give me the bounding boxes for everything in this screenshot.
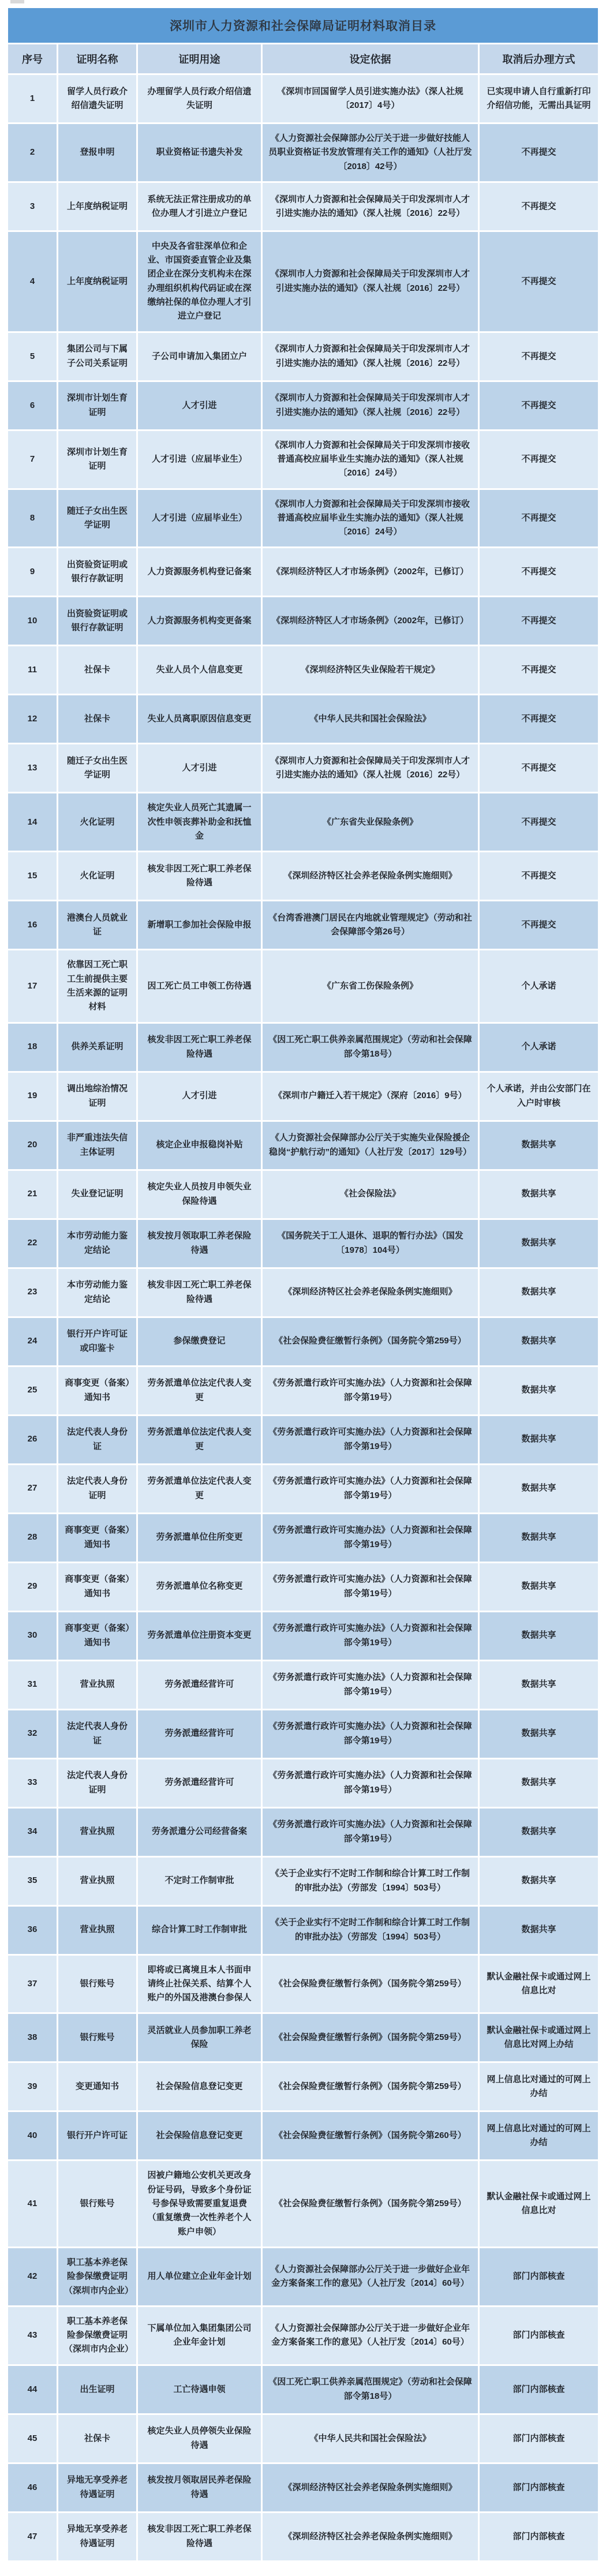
cell-handling-method: 部门内部核查 xyxy=(478,2248,598,2305)
table-row xyxy=(8,490,598,547)
table-row xyxy=(8,382,598,429)
cell-legal-basis: 《劳务派遣行政许可实施办法》（人力资源和社会保障部令第19号） xyxy=(261,1416,478,1463)
cell-certificate-purpose: 劳务派遣单位法定代表人变更 xyxy=(136,1367,261,1414)
cell-certificate-purpose: 劳务派遣经营许可 xyxy=(136,1759,261,1807)
cell-certificate-purpose: 核发非因工死亡职工养老保险待遇 xyxy=(136,1269,261,1316)
table-row xyxy=(8,1563,598,1611)
table-row xyxy=(8,1661,598,1709)
cell-certificate-name: 社保卡 xyxy=(57,695,136,743)
cell-legal-basis: 《国务院关于工人退休、退职的暂行办法》（国发〔1978〕104号） xyxy=(261,1220,478,1267)
table-row xyxy=(8,744,598,792)
cell-handling-method: 数据共享 xyxy=(478,1514,598,1562)
cell-handling-method: 数据共享 xyxy=(478,1416,598,1463)
cell-certificate-name: 供养关系证明 xyxy=(57,1024,136,1071)
cell-certificate-purpose: 中央及各省驻深单位和企业、市国资委直管企业及集团企业在深分支机构未在深办理组织机构代码证或在深缴纳社保的单位办理人才引进立户登记 xyxy=(136,232,261,331)
cell-legal-basis: 《中华人民共和国社会保险法》 xyxy=(261,2415,478,2462)
cell-serial-number: 18 xyxy=(8,1024,57,1071)
cell-serial-number: 33 xyxy=(8,1759,57,1807)
cell-handling-method: 数据共享 xyxy=(478,1220,598,1267)
cell-handling-method: 不再提交 xyxy=(478,490,598,547)
cell-serial-number: 2 xyxy=(8,124,57,181)
table-row xyxy=(8,852,598,900)
cell-certificate-name: 火化证明 xyxy=(57,793,136,851)
cell-serial-number: 46 xyxy=(8,2464,57,2511)
cell-serial-number: 10 xyxy=(8,597,57,645)
cell-handling-method: 已实现申请人自行重新打印介绍信功能，无需出具证明 xyxy=(478,75,598,122)
table-row xyxy=(8,2063,598,2110)
table-row xyxy=(8,597,598,645)
cell-serial-number: 29 xyxy=(8,1563,57,1611)
cell-serial-number: 8 xyxy=(8,490,57,547)
table-row xyxy=(8,901,598,949)
table-row xyxy=(8,1858,598,1905)
cell-certificate-purpose: 用人单位建立企业年金计划 xyxy=(136,2248,261,2305)
table-row xyxy=(8,1907,598,1954)
cell-certificate-name: 火化证明 xyxy=(57,852,136,900)
cell-legal-basis: 《劳务派遣行政许可实施办法》（人力资源和社会保障部令第19号） xyxy=(261,1612,478,1660)
cell-certificate-purpose: 劳务派遣单位法定代表人变更 xyxy=(136,1465,261,1512)
cell-certificate-name: 出资验资证明或银行存款证明 xyxy=(57,597,136,645)
cell-legal-basis: 《社会保险费征缴暂行条例》（国务院令第259号） xyxy=(261,2161,478,2246)
cell-serial-number: 24 xyxy=(8,1318,57,1365)
cell-certificate-purpose: 工亡待遇申领 xyxy=(136,2366,261,2413)
cell-handling-method: 不再提交 xyxy=(478,548,598,596)
table-row xyxy=(8,1171,598,1218)
cell-legal-basis: 《因工死亡职工供养亲属范围规定》（劳动和社会保障部令第18号） xyxy=(261,1024,478,1071)
cell-certificate-purpose: 人才引进 xyxy=(136,744,261,792)
cell-handling-method: 部门内部核查 xyxy=(478,2415,598,2462)
cell-legal-basis: 《人力资源社会保障部办公厅关于进一步做好技能人员职业资格证书发放管理有关工作的通知》（人社厅发〔2018〕42号） xyxy=(261,124,478,181)
cell-certificate-purpose: 核定失业人员死亡其遗属一次性申领丧葬补助金和抚恤金 xyxy=(136,793,261,851)
cell-certificate-name: 本市劳动能力鉴定结论 xyxy=(57,1220,136,1267)
cell-certificate-name: 随迁子女出生医学证明 xyxy=(57,490,136,547)
table-row xyxy=(8,2513,598,2560)
cell-legal-basis: 《深圳市人力资源和社会保障局关于印发深圳市人才引进实施办法的通知》（深人社规〔2016〕22号） xyxy=(261,183,478,230)
column-header-certificate-name: 证明名称 xyxy=(57,44,136,73)
table-row xyxy=(8,1122,598,1169)
cell-certificate-purpose: 社会保险信息登记变更 xyxy=(136,2063,261,2110)
cell-serial-number: 25 xyxy=(8,1367,57,1414)
cell-certificate-name: 异地无享受养老待遇证明 xyxy=(57,2513,136,2560)
cell-certificate-purpose: 核发按月领取职工养老保险待遇 xyxy=(136,1220,261,1267)
cancellation-table xyxy=(8,43,598,2562)
cell-certificate-name: 营业执照 xyxy=(57,1661,136,1709)
cell-certificate-purpose: 劳务派遣分公司经营备案 xyxy=(136,1809,261,1856)
cell-handling-method: 数据共享 xyxy=(478,1465,598,1512)
table-row xyxy=(8,1956,598,2013)
cell-serial-number: 15 xyxy=(8,852,57,900)
cell-certificate-purpose: 劳务派遣单位法定代表人变更 xyxy=(136,1416,261,1463)
table-row xyxy=(8,2366,598,2413)
cell-handling-method: 不再提交 xyxy=(478,183,598,230)
cell-handling-method: 个人承诺 xyxy=(478,950,598,1021)
table-row xyxy=(8,1612,598,1660)
cell-legal-basis: 《社会保险费征缴暂行条例》（国务院令第259号） xyxy=(261,1956,478,2013)
table-row xyxy=(8,1073,598,1120)
cell-certificate-purpose: 核发按月领取居民养老保险待遇 xyxy=(136,2464,261,2511)
cell-legal-basis: 《劳务派遣行政许可实施办法》（人力资源和社会保障部令第19号） xyxy=(261,1367,478,1414)
cell-serial-number: 31 xyxy=(8,1661,57,1709)
cell-legal-basis: 《劳务派遣行政许可实施办法》（人力资源和社会保障部令第19号） xyxy=(261,1710,478,1758)
document-title: 深圳市人力资源和社会保障局证明材料取消目录 xyxy=(8,8,598,43)
table-row xyxy=(8,2112,598,2159)
cell-certificate-purpose: 劳务派遣经营许可 xyxy=(136,1661,261,1709)
table-row xyxy=(8,232,598,331)
cell-legal-basis: 《关于企业实行不定时工作制和综合计算工时工作制的审批办法》（劳部发〔1994〕503号） xyxy=(261,1858,478,1905)
cell-serial-number: 7 xyxy=(8,431,57,488)
cell-certificate-name: 商事变更（备案）通知书 xyxy=(57,1514,136,1562)
cell-certificate-name: 上年度纳税证明 xyxy=(57,183,136,230)
cell-certificate-purpose: 社会保险信息登记变更 xyxy=(136,2112,261,2159)
cell-legal-basis: 《深圳市人力资源和社会保障局关于印发深圳市接收普通高校应届毕业生实施办法的通知》（深人社规〔2016〕24号） xyxy=(261,431,478,488)
cell-certificate-purpose: 不定时工作制审批 xyxy=(136,1858,261,1905)
cell-handling-method: 数据共享 xyxy=(478,1809,598,1856)
cell-certificate-name: 职工基本养老保险参保缴费证明（深圳市内企业） xyxy=(57,2307,136,2364)
cell-serial-number: 14 xyxy=(8,793,57,851)
table-row xyxy=(8,2014,598,2061)
cell-legal-basis: 《深圳市人力资源和社会保障局关于印发深圳市人才引进实施办法的通知》（深人社规〔2016〕22号） xyxy=(261,232,478,331)
cell-legal-basis: 《人力资源社会保障部办公厅关于进一步做好企业年金方案备案工作的意见》（人社厅发〔2014〕60号） xyxy=(261,2307,478,2364)
cell-certificate-name: 社保卡 xyxy=(57,646,136,694)
cell-handling-method: 数据共享 xyxy=(478,1563,598,1611)
cell-certificate-purpose: 人才引进（应届毕业生） xyxy=(136,431,261,488)
cell-serial-number: 39 xyxy=(8,2063,57,2110)
cell-certificate-name: 法定代表人身份证 xyxy=(57,1416,136,1463)
table-header-row xyxy=(8,44,598,73)
cell-legal-basis: 《深圳市人力资源和社会保障局关于印发深圳市接收普通高校应届毕业生实施办法的通知》（深人社规〔2016〕24号） xyxy=(261,490,478,547)
cell-certificate-name: 本市劳动能力鉴定结论 xyxy=(57,1269,136,1316)
cell-certificate-purpose: 人才引进 xyxy=(136,1073,261,1120)
cell-handling-method: 数据共享 xyxy=(478,1710,598,1758)
cell-legal-basis: 《深圳经济特区社会养老保险条例实施细则》 xyxy=(261,2464,478,2511)
cell-legal-basis: 《社会保险费征缴暂行条例》（国务院令第259号） xyxy=(261,1318,478,1365)
cell-legal-basis: 《社会保险费征缴暂行条例》（国务院令第259号） xyxy=(261,2063,478,2110)
cell-handling-method: 个人承诺，并由公安部门在入户时审核 xyxy=(478,1073,598,1120)
cell-legal-basis: 《中华人民共和国社会保险法》 xyxy=(261,695,478,743)
table-row xyxy=(8,1465,598,1512)
cell-serial-number: 22 xyxy=(8,1220,57,1267)
cell-legal-basis: 《深圳市户籍迁入若干规定》（深府〔2016〕9号） xyxy=(261,1073,478,1120)
cell-legal-basis: 《社会保险费征缴暂行条例》（国务院令第260号） xyxy=(261,2112,478,2159)
cell-certificate-purpose: 因被户籍地公安机关更改身份证号码，导致多个身份证号参保导致需要重复退费（重复缴费一次性养老个人账户申领） xyxy=(136,2161,261,2246)
cell-certificate-purpose: 核定失业人员按月申领失业保险待遇 xyxy=(136,1171,261,1218)
cell-certificate-name: 出生证明 xyxy=(57,2366,136,2413)
cell-certificate-name: 商事变更（备案）通知书 xyxy=(57,1563,136,1611)
cell-certificate-purpose: 系统无法正常注册成功的单位办理人才引进立户登记 xyxy=(136,183,261,230)
cell-handling-method: 不再提交 xyxy=(478,382,598,429)
table-row xyxy=(8,183,598,230)
cell-certificate-name: 社保卡 xyxy=(57,2415,136,2462)
table-row xyxy=(8,1759,598,1807)
cell-certificate-purpose: 劳务派遣单位名称变更 xyxy=(136,1563,261,1611)
page-corner-mark xyxy=(10,0,24,3)
cell-certificate-purpose: 劳务派遣单位住所变更 xyxy=(136,1514,261,1562)
cell-handling-method: 默认金融社保卡或通过网上信息比对 xyxy=(478,2161,598,2246)
cell-certificate-name: 法定代表人身份证明 xyxy=(57,1465,136,1512)
column-header-handling-method: 取消后办理方式 xyxy=(478,44,598,73)
cell-serial-number: 6 xyxy=(8,382,57,429)
cell-handling-method: 不再提交 xyxy=(478,646,598,694)
cell-handling-method: 数据共享 xyxy=(478,1367,598,1414)
cell-certificate-purpose: 综合计算工时工作制审批 xyxy=(136,1907,261,1954)
cell-serial-number: 21 xyxy=(8,1171,57,1218)
cell-handling-method: 部门内部核查 xyxy=(478,2464,598,2511)
cell-serial-number: 1 xyxy=(8,75,57,122)
column-header-no: 序号 xyxy=(8,44,57,73)
cell-certificate-purpose: 核定失业人员停领失业保险待遇 xyxy=(136,2415,261,2462)
cell-handling-method: 数据共享 xyxy=(478,1171,598,1218)
table-row xyxy=(8,124,598,181)
cell-legal-basis: 《深圳经济特区人才市场条例》（2002年，已修订） xyxy=(261,548,478,596)
cell-legal-basis: 《劳务派遣行政许可实施办法》（人力资源和社会保障部令第19号） xyxy=(261,1514,478,1562)
cell-certificate-name: 深圳市计划生育证明 xyxy=(57,382,136,429)
cell-certificate-name: 营业执照 xyxy=(57,1809,136,1856)
cell-certificate-name: 异地无享受养老待遇证明 xyxy=(57,2464,136,2511)
cell-legal-basis: 《因工死亡职工供养亲属范围规定》（劳动和社会保障部令第18号） xyxy=(261,2366,478,2413)
cancellation-directory-document xyxy=(8,0,598,2562)
cell-handling-method: 默认金融社保卡或通过网上信息比对网上办结 xyxy=(478,2014,598,2061)
cell-serial-number: 23 xyxy=(8,1269,57,1316)
cell-serial-number: 9 xyxy=(8,548,57,596)
cell-handling-method: 数据共享 xyxy=(478,1759,598,1807)
cell-legal-basis: 《深圳市人力资源和社会保障局关于印发深圳市人才引进实施办法的通知》（深人社规〔2016〕22号） xyxy=(261,744,478,792)
cell-certificate-name: 银行账号 xyxy=(57,2014,136,2061)
cell-legal-basis: 《社会保险法》 xyxy=(261,1171,478,1218)
table-row xyxy=(8,431,598,488)
cell-serial-number: 20 xyxy=(8,1122,57,1169)
cell-serial-number: 5 xyxy=(8,333,57,380)
cell-certificate-name: 法定代表人身份证明 xyxy=(57,1759,136,1807)
cell-legal-basis: 《深圳市人力资源和社会保障局关于印发深圳市人才引进实施办法的通知》（深人社规〔2016〕22号） xyxy=(261,382,478,429)
cell-certificate-purpose: 核发非因工死亡职工养老保险待遇 xyxy=(136,2513,261,2560)
cell-legal-basis: 《深圳市人力资源和社会保障局关于印发深圳市人才引进实施办法的通知》（深人社规〔2016〕22号） xyxy=(261,333,478,380)
cell-certificate-purpose: 人力资源服务机构变更备案 xyxy=(136,597,261,645)
cell-handling-method: 不再提交 xyxy=(478,124,598,181)
cell-certificate-purpose: 核定企业申报稳岗补贴 xyxy=(136,1122,261,1169)
cell-certificate-purpose: 下属单位加入集团集团公司企业年金计划 xyxy=(136,2307,261,2364)
cell-certificate-name: 职工基本养老保险参保缴费证明（深圳市内企业） xyxy=(57,2248,136,2305)
cell-certificate-purpose: 劳务派遣经营许可 xyxy=(136,1710,261,1758)
cell-legal-basis: 《深圳经济特区人才市场条例》（2002年，已修订） xyxy=(261,597,478,645)
table-row xyxy=(8,950,598,1021)
cell-certificate-purpose: 人力资源服务机构登记备案 xyxy=(136,548,261,596)
table-row xyxy=(8,1710,598,1758)
cell-serial-number: 11 xyxy=(8,646,57,694)
cell-handling-method: 部门内部核查 xyxy=(478,2307,598,2364)
cell-certificate-name: 依靠因工死亡职工生前提供主要生活来源的证明材料 xyxy=(57,950,136,1021)
cell-legal-basis: 《人力资源社会保障部办公厅关于实施失业保险援企稳岗“护航行动”的通知》（人社厅发〔2017〕129号） xyxy=(261,1122,478,1169)
cell-handling-method: 网上信息比对通过的可网上办结 xyxy=(478,2063,598,2110)
cell-handling-method: 数据共享 xyxy=(478,1858,598,1905)
table-row xyxy=(8,548,598,596)
cell-serial-number: 47 xyxy=(8,2513,57,2560)
table-row xyxy=(8,1318,598,1365)
cell-certificate-purpose: 人才引进（应届毕业生） xyxy=(136,490,261,547)
cell-certificate-name: 法定代表人身份证 xyxy=(57,1710,136,1758)
cell-serial-number: 38 xyxy=(8,2014,57,2061)
cell-certificate-purpose: 核发非因工死亡职工养老保险待遇 xyxy=(136,1024,261,1071)
cell-legal-basis: 《劳务派遣行政许可实施办法》（人力资源和社会保障部令第19号） xyxy=(261,1563,478,1611)
cell-certificate-name: 调出地综治情况证明 xyxy=(57,1073,136,1120)
cell-legal-basis: 《台湾香港澳门居民在内地就业管理规定》（劳动和社会保障部令第26号） xyxy=(261,901,478,949)
cell-certificate-name: 集团公司与下属子公司关系证明 xyxy=(57,333,136,380)
table-body xyxy=(8,75,598,2560)
cell-certificate-purpose: 新增职工参加社会保险申报 xyxy=(136,901,261,949)
table-row xyxy=(8,1514,598,1562)
cell-certificate-name: 营业执照 xyxy=(57,1858,136,1905)
table-row xyxy=(8,646,598,694)
cell-legal-basis: 《关于企业实行不定时工作制和综合计算工时工作制的审批办法》（劳部发〔1994〕503号） xyxy=(261,1907,478,1954)
cell-legal-basis: 《广东省失业保险条例》 xyxy=(261,793,478,851)
cell-handling-method: 数据共享 xyxy=(478,1122,598,1169)
cell-serial-number: 4 xyxy=(8,232,57,331)
cell-handling-method: 不再提交 xyxy=(478,852,598,900)
cell-legal-basis: 《人力资源社会保障部办公厅关于进一步做好企业年金方案备案工作的意见》（人社厅发〔2014〕60号） xyxy=(261,2248,478,2305)
cell-serial-number: 43 xyxy=(8,2307,57,2364)
table-row xyxy=(8,2248,598,2305)
cell-certificate-name: 银行账号 xyxy=(57,1956,136,2013)
cell-handling-method: 个人承诺 xyxy=(478,1024,598,1071)
cell-certificate-purpose: 即将或已离境且本人书面申请终止社保关系、结算个人账户的外国及港澳台参保人 xyxy=(136,1956,261,2013)
cell-certificate-purpose: 因工死亡员工申领工伤待遇 xyxy=(136,950,261,1021)
table-row xyxy=(8,1416,598,1463)
cell-legal-basis: 《深圳经济特区社会养老保险条例实施细则》 xyxy=(261,2513,478,2560)
cell-legal-basis: 《劳务派遣行政许可实施办法》（人力资源和社会保障部令第19号） xyxy=(261,1661,478,1709)
cell-serial-number: 42 xyxy=(8,2248,57,2305)
cell-serial-number: 19 xyxy=(8,1073,57,1120)
cell-serial-number: 3 xyxy=(8,183,57,230)
cell-serial-number: 30 xyxy=(8,1612,57,1660)
cell-legal-basis: 《劳务派遣行政许可实施办法》（人力资源和社会保障部令第19号） xyxy=(261,1465,478,1512)
cell-serial-number: 17 xyxy=(8,950,57,1021)
cell-handling-method: 不再提交 xyxy=(478,431,598,488)
cell-serial-number: 37 xyxy=(8,1956,57,2013)
table-row xyxy=(8,1809,598,1856)
table-row xyxy=(8,1269,598,1316)
table-row xyxy=(8,2464,598,2511)
cell-certificate-purpose: 失业人员离职原因信息变更 xyxy=(136,695,261,743)
column-header-certificate-purpose: 证明用途 xyxy=(136,44,261,73)
cell-handling-method: 不再提交 xyxy=(478,793,598,851)
cell-legal-basis: 《劳务派遣行政许可实施办法》（人力资源和社会保障部令第19号） xyxy=(261,1809,478,1856)
cell-certificate-purpose: 核发非因工死亡职工养老保险待遇 xyxy=(136,852,261,900)
cell-certificate-name: 出资验资证明或银行存款证明 xyxy=(57,548,136,596)
table-row xyxy=(8,793,598,851)
cell-handling-method: 不再提交 xyxy=(478,744,598,792)
cell-serial-number: 41 xyxy=(8,2161,57,2246)
cell-legal-basis: 《深圳经济特区社会养老保险条例实施细则》 xyxy=(261,1269,478,1316)
cell-certificate-name: 商事变更（备案）通知书 xyxy=(57,1612,136,1660)
cell-handling-method: 网上信息比对通过的可网上办结 xyxy=(478,2112,598,2159)
cell-handling-method: 不再提交 xyxy=(478,597,598,645)
cell-certificate-name: 银行账号 xyxy=(57,2161,136,2246)
cell-serial-number: 32 xyxy=(8,1710,57,1758)
cell-serial-number: 36 xyxy=(8,1907,57,1954)
cell-serial-number: 27 xyxy=(8,1465,57,1512)
cell-legal-basis: 《社会保险费征缴暂行条例》（国务院令第259号） xyxy=(261,2014,478,2061)
table-row xyxy=(8,695,598,743)
cell-legal-basis: 《广东省工伤保险条例》 xyxy=(261,950,478,1021)
table-row xyxy=(8,2161,598,2246)
cell-serial-number: 16 xyxy=(8,901,57,949)
cell-legal-basis: 《深圳市回国留学人员引进实施办法》（深人社规〔2017〕4号） xyxy=(261,75,478,122)
table-row xyxy=(8,1024,598,1071)
cell-serial-number: 40 xyxy=(8,2112,57,2159)
cell-serial-number: 34 xyxy=(8,1809,57,1856)
cell-serial-number: 35 xyxy=(8,1858,57,1905)
table-row xyxy=(8,75,598,122)
cell-handling-method: 不再提交 xyxy=(478,901,598,949)
cell-handling-method: 数据共享 xyxy=(478,1612,598,1660)
cell-certificate-purpose: 职业资格证书遗失补发 xyxy=(136,124,261,181)
cell-handling-method: 部门内部核查 xyxy=(478,2513,598,2560)
cell-certificate-name: 上年度纳税证明 xyxy=(57,232,136,331)
cell-certificate-name: 登报申明 xyxy=(57,124,136,181)
cell-certificate-name: 港澳台人员就业证 xyxy=(57,901,136,949)
cell-handling-method: 不再提交 xyxy=(478,232,598,331)
cell-handling-method: 数据共享 xyxy=(478,1661,598,1709)
cell-certificate-name: 银行开户许可证或印鉴卡 xyxy=(57,1318,136,1365)
cell-legal-basis: 《深圳经济特区社会养老保险条例实施细则》 xyxy=(261,852,478,900)
cell-certificate-name: 商事变更（备案）通知书 xyxy=(57,1367,136,1414)
cell-certificate-purpose: 办理留学人员行政介绍信遗失证明 xyxy=(136,75,261,122)
cell-serial-number: 44 xyxy=(8,2366,57,2413)
table-row xyxy=(8,1367,598,1414)
cell-certificate-name: 银行开户许可证 xyxy=(57,2112,136,2159)
cell-serial-number: 13 xyxy=(8,744,57,792)
cell-certificate-purpose: 失业人员个人信息变更 xyxy=(136,646,261,694)
cell-certificate-name: 变更通知书 xyxy=(57,2063,136,2110)
cell-handling-method: 默认金融社保卡或通过网上信息比对 xyxy=(478,1956,598,2013)
cell-certificate-name: 营业执照 xyxy=(57,1907,136,1954)
cell-certificate-name: 留学人员行政介绍信遗失证明 xyxy=(57,75,136,122)
table-row xyxy=(8,333,598,380)
column-header-legal-basis: 设定依据 xyxy=(261,44,478,73)
cell-handling-method: 数据共享 xyxy=(478,1269,598,1316)
cell-certificate-name: 失业登记证明 xyxy=(57,1171,136,1218)
cell-certificate-purpose: 劳务派遣单位注册资本变更 xyxy=(136,1612,261,1660)
cell-legal-basis: 《劳务派遣行政许可实施办法》（人力资源和社会保障部令第19号） xyxy=(261,1759,478,1807)
cell-serial-number: 26 xyxy=(8,1416,57,1463)
cell-serial-number: 28 xyxy=(8,1514,57,1562)
cell-handling-method: 部门内部核查 xyxy=(478,2366,598,2413)
table-row xyxy=(8,2307,598,2364)
cell-certificate-purpose: 灵活就业人员参加职工养老保险 xyxy=(136,2014,261,2061)
cell-handling-method: 数据共享 xyxy=(478,1907,598,1954)
cell-serial-number: 12 xyxy=(8,695,57,743)
cell-certificate-purpose: 人才引进 xyxy=(136,382,261,429)
cell-certificate-purpose: 子公司申请加入集团立户 xyxy=(136,333,261,380)
cell-certificate-name: 深圳市计划生育证明 xyxy=(57,431,136,488)
cell-handling-method: 数据共享 xyxy=(478,1318,598,1365)
table-row xyxy=(8,1220,598,1267)
table-row xyxy=(8,2415,598,2462)
cell-legal-basis: 《深圳经济特区失业保险若干规定》 xyxy=(261,646,478,694)
cell-certificate-name: 随迁子女出生医学证明 xyxy=(57,744,136,792)
cell-serial-number: 45 xyxy=(8,2415,57,2462)
cell-handling-method: 不再提交 xyxy=(478,333,598,380)
cell-certificate-name: 非严重违法失信主体证明 xyxy=(57,1122,136,1169)
cell-handling-method: 不再提交 xyxy=(478,695,598,743)
cell-certificate-purpose: 参保缴费登记 xyxy=(136,1318,261,1365)
